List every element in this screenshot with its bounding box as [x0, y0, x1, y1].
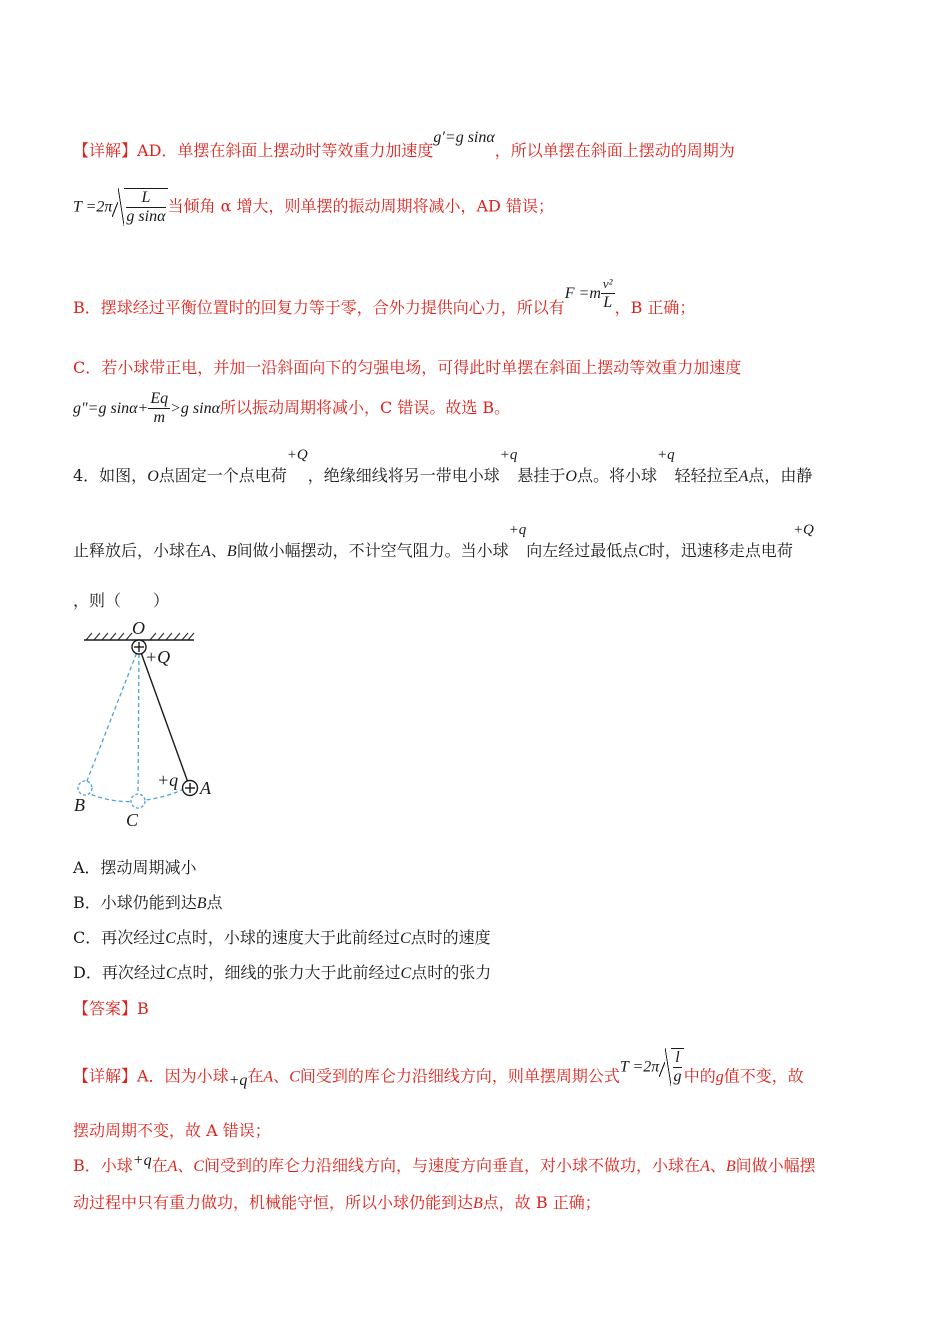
question-text: 点固定一个点电荷: [158, 466, 287, 485]
var-A: A: [263, 1068, 274, 1086]
label-plus-Q: +Q: [145, 647, 171, 667]
var-B: B: [226, 543, 237, 560]
question-text: 、: [210, 541, 227, 560]
detail2-line-4: [73, 1192, 601, 1215]
option-C[interactable]: [73, 927, 491, 950]
var-plus-q: +q: [228, 1071, 248, 1089]
fraction-numerator: L: [126, 189, 165, 208]
option-B[interactable]: [73, 892, 223, 915]
question-text: 轻轻拉至: [674, 466, 739, 485]
dashed-string-C: [138, 647, 139, 800]
detail-text: 点，故 B 正确；: [482, 1193, 601, 1212]
var-C: C: [193, 1158, 205, 1175]
var-A: A: [167, 1158, 178, 1175]
sqrt-expression: [112, 188, 167, 226]
var-C: C: [165, 965, 177, 982]
detail2-line-3: [73, 1152, 816, 1178]
ball-position-C: [131, 794, 145, 808]
label-C: C: [126, 810, 139, 830]
fraction-numerator: v²: [601, 275, 615, 294]
var-A: A: [738, 468, 749, 485]
detail-text: 在: [247, 1066, 264, 1086]
fraction-denominator: L: [603, 294, 613, 311]
answer-tag: 【答案】: [73, 999, 138, 1018]
var-g: g: [715, 1068, 724, 1086]
detail2-line-2: 摆动周期不变，故 A 错误；: [73, 1121, 271, 1140]
detail-text: 所以振动周期将减小，C 错误。故选 B。: [219, 398, 511, 417]
formula-period-lhs: T =2π: [619, 1058, 660, 1076]
var-A: A: [201, 543, 211, 560]
detail-text: 值不变，故: [723, 1066, 804, 1086]
string-A: [139, 647, 190, 788]
option-text: B．小球仍能到达: [73, 893, 197, 912]
question-text: ，绝缘细线将另一带电小球: [307, 466, 500, 485]
point-charge-Q: [132, 640, 146, 654]
detail-text: ，所以单摆在斜面上摆动的周期为: [494, 141, 735, 160]
option-text: 点时，细线的张力大于此前经过: [176, 963, 401, 982]
answer-value: B: [137, 999, 149, 1018]
detail-tag: 【详解】: [73, 1066, 138, 1086]
fraction-denominator: m: [153, 409, 165, 426]
var-C: C: [400, 965, 412, 982]
option-D[interactable]: [73, 962, 491, 985]
formula-force-lhs: F =m: [564, 285, 601, 302]
option-text: 点时，小球的速度大于此前经过: [175, 928, 400, 947]
detail-line-2: [73, 188, 554, 226]
ball-position-B: [78, 781, 92, 795]
var-O: O: [147, 468, 159, 485]
formula-inequality: >g sinα: [170, 400, 220, 417]
dashed-string-B: [85, 647, 139, 786]
option-text: C．再次经过: [73, 928, 166, 947]
detail-text: B．小球: [73, 1156, 133, 1175]
label-plus-q: +q: [157, 770, 179, 790]
var-C: C: [165, 930, 176, 947]
question-text: 间做小幅摆动，不计空气阻力。当小球: [236, 541, 509, 560]
label-A: A: [200, 778, 211, 798]
detail-line-5: [73, 390, 510, 427]
detail-text: B．摆球经过平衡位置时的回复力等于零，合外力提供向心力，所以有: [73, 298, 565, 317]
question-text: 向左经过最低点: [526, 541, 639, 560]
option-A[interactable]: [73, 857, 197, 879]
detail-text: 、: [273, 1066, 290, 1086]
detail-text: 、: [709, 1156, 726, 1175]
option-text: 点: [206, 893, 223, 912]
question-text: 点，由静: [748, 466, 813, 485]
formula-period-lhs: T =2π: [73, 198, 113, 216]
detail2-line-1: [73, 1049, 804, 1096]
question-text: 时，迅速移走点电荷: [648, 541, 793, 560]
var-B: B: [473, 1195, 483, 1212]
var-plus-q: +q: [499, 447, 518, 463]
question-text: 点。将小球: [576, 466, 657, 485]
question-text: 悬挂于: [517, 466, 566, 485]
label-B: B: [74, 795, 85, 815]
label-O: O: [132, 618, 145, 638]
detail-text: 间受到的库仑力沿细线方向，与速度方向垂直，对小球不做功，小球在: [204, 1156, 701, 1175]
detail-text: 动过程中只有重力做功，机械能守恒，所以小球仍能到达: [73, 1193, 474, 1212]
detail-line-1: [73, 129, 735, 163]
detail-line-4: C．若小球带正电，并加一沿斜面向下的匀强电场，可得此时单摆在斜面上摆动等效重力加速度: [73, 358, 742, 377]
var-C: C: [289, 1068, 300, 1086]
var-B: B: [725, 1158, 736, 1175]
var-plus-q: +q: [132, 1152, 152, 1169]
fraction-denominator: g: [673, 1068, 682, 1085]
var-plus-Q: +Q: [792, 522, 814, 538]
detail-tag: 【详解】: [73, 141, 138, 160]
option-text: D．再次经过: [73, 963, 166, 982]
pendulum-diagram: [74, 618, 218, 833]
var-plus-Q: +Q: [286, 447, 308, 463]
fraction-numerator: Eq: [150, 390, 169, 407]
question-4-line-2: [73, 522, 814, 563]
var-A: A: [700, 1158, 710, 1175]
option-text: 点时的张力: [411, 963, 492, 982]
answer-line: [73, 998, 149, 1020]
option-text: A．摆动周期减小: [73, 858, 197, 877]
var-C: C: [638, 543, 649, 560]
detail-text: 间受到的库仑力沿细线方向，则单摆周期公式: [299, 1066, 620, 1086]
var-C: C: [399, 930, 411, 947]
question-4-line-1: [73, 447, 813, 488]
fraction-numerator: l: [675, 1049, 680, 1066]
var-plus-q: +q: [508, 522, 527, 538]
question-text: 止释放后，小球在: [73, 541, 202, 560]
detail-text: A．因为小球: [137, 1066, 229, 1086]
ball-A: [183, 781, 198, 796]
var-O: O: [565, 468, 577, 485]
detail-text: 间做小幅摆: [735, 1156, 816, 1175]
detail-line-3: [73, 275, 696, 317]
formula-g-prime: g′=g sinα: [433, 129, 495, 146]
formula-g-double-prime: g″=g sinα+: [73, 400, 149, 417]
question-4-line-3: ，则（ ）: [73, 591, 170, 610]
fraction-denominator: g sinα: [126, 208, 166, 225]
question-text: 4．如图，: [73, 466, 148, 485]
detail-text: 中的: [683, 1066, 716, 1086]
var-plus-q: +q: [656, 447, 675, 463]
detail-text: ，B 正确；: [614, 298, 696, 317]
detail-text: AD．单摆在斜面上摆动时等效重力加速度: [137, 141, 434, 160]
detail-text: 在: [151, 1156, 168, 1175]
detail-text: 当倾角 α 增大，则单摆的振动周期将减小，AD 错误；: [167, 196, 554, 216]
option-text: 点时的速度: [410, 928, 491, 947]
var-B: B: [196, 895, 207, 912]
detail-text: 、: [177, 1156, 194, 1175]
